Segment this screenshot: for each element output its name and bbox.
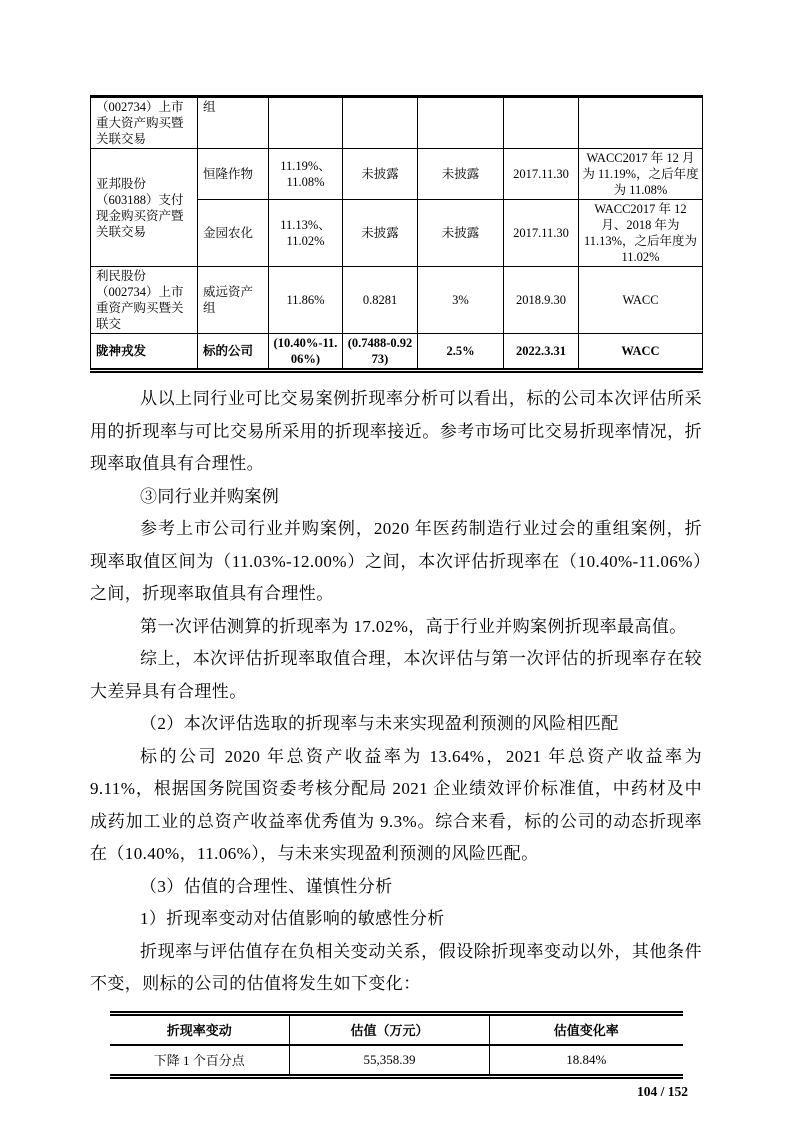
paragraph-ma-case-range: 参考上市公司行业并购案例，2020 年医药制造行业过会的重组案例，折现率取值区间为（11.03%-12.00%）之间，本次评估折现率在（10.40%-11.06%）之间，折现率取值具有合理性。 — [90, 519, 702, 603]
cell-deal-name: （002734）上市重大资产购买暨关联交易 — [91, 97, 198, 149]
cell-note: WACC — [579, 334, 703, 371]
heading-industry-ma-cases: ③同行业并购案例 — [140, 486, 280, 506]
header-valuation-change-rate: 估值变化率 — [490, 1013, 683, 1045]
cell-growth-rate: 未披露 — [418, 149, 504, 200]
cell-beta: 0.8281 — [343, 267, 418, 334]
cell-discount-rate: (10.40%-11.06%) — [269, 334, 343, 371]
table-row-limin — [91, 267, 703, 334]
heading-risk-match: （2）本次评估选取的折现率与未来实现盈利预测的风险相匹配 — [140, 714, 619, 733]
cell-growth-rate: 3% — [418, 267, 504, 334]
cell-base-date: 2022.3.31 — [504, 334, 579, 371]
cell-asset-group: 组 — [198, 97, 269, 149]
header-valuation: 估值（万元） — [290, 1013, 490, 1045]
cell-rate-change: 下降 1 个百分点 — [153, 1053, 245, 1068]
cell-empty — [343, 97, 418, 149]
cell-beta: (0.7488-0.9273) — [343, 334, 418, 371]
cell-beta: 未披露 — [343, 149, 418, 200]
cell-base-date: 2017.11.30 — [504, 149, 579, 200]
cell-note: WACC2017 年 12 月为 11.19%，之后年度为 11.08% — [579, 149, 703, 200]
paragraph-sensitivity-intro: 折现率与评估值存在负相关变动关系，假设除折现率变动以外，其他条件不变，则标的公司的估值将发生如下变化： — [90, 941, 702, 993]
cell-valuation: 55,358.39 — [290, 1045, 490, 1077]
body-text — [90, 383, 702, 1001]
cell-discount-rate: 11.19%、11.08% — [269, 149, 343, 200]
sensitivity-data-row — [110, 1045, 683, 1077]
cell-asset-group: 标的公司 — [198, 334, 269, 371]
cell-note: WACC — [579, 267, 703, 334]
cell-change-rate: 18.84% — [490, 1045, 683, 1077]
paragraph-roa-analysis: 标的公司 2020 年总资产收益率为 13.64%，2021 年总资产收益率为 9.11%，根据国务院国资委考核分配局 2021 企业绩效评价标准值，中药材及中成药加工业的总资产收益率优秀值为 9.3%。综合来看，标的公司的动态折现率在（10.40%，11.06%），与未来实现盈利预测的风险匹配。 — [90, 746, 702, 863]
paragraph-summary: 综上，本次评估折现率取值合理，本次评估与第一次评估的折现率存在较大差异具有合理性。 — [90, 649, 702, 701]
cell-empty — [579, 97, 703, 149]
paragraph-first-valuation: 第一次评估测算的折现率为 17.02%，高于行业并购案例折现率最高值。 — [140, 616, 687, 636]
cell-deal-name: 陇神戎发 — [91, 334, 198, 371]
sensitivity-table — [110, 1011, 683, 1079]
cell-empty — [504, 97, 579, 149]
heading-valuation-prudence: （3）估值的合理性、谨慎性分析 — [140, 876, 393, 896]
cell-empty — [418, 97, 504, 149]
cell-deal-name: 利民股份（002734）上市重资产购买暨关联交 — [91, 267, 198, 334]
table-row-target-company — [91, 334, 703, 371]
page-number: 104 / 152 — [636, 1083, 688, 1099]
paragraph-conclusion-comparable: 从以上同行业可比交易案例折现率分析可以看出，标的公司本次评估所采用的折现率与可比交易所采用的折现率接近。参考市场可比交易折现率情况，折现率取值具有合理性。 — [90, 389, 702, 473]
cell-note: WACC2017 年 12 月、2018 年为 11.13%，之后年度为 11.02% — [579, 200, 703, 267]
cell-asset-group: 金园农化 — [198, 200, 269, 267]
cell-asset-group: 威远资产组 — [198, 267, 269, 334]
cell-growth-rate: 2.5% — [418, 334, 504, 371]
header-discount-rate-change: 折现率变动 — [110, 1013, 290, 1045]
table-row-continuation — [91, 97, 703, 149]
cell-growth-rate: 未披露 — [418, 200, 504, 267]
comparable-transactions-table — [90, 95, 703, 373]
cell-empty — [269, 97, 343, 149]
heading-sensitivity-analysis: 1）折现率变动对估值影响的敏感性分析 — [140, 909, 445, 928]
sensitivity-header-row — [110, 1013, 683, 1045]
cell-asset-group: 恒隆作物 — [198, 149, 269, 200]
cell-beta: 未披露 — [343, 200, 418, 267]
cell-discount-rate: 11.13%、11.02% — [269, 200, 343, 267]
cell-discount-rate: 11.86% — [269, 267, 343, 334]
cell-base-date: 2018.9.30 — [504, 267, 579, 334]
cell-deal-name: 亚邦股份（603188）支付现金购买资产暨关联交易 — [91, 149, 198, 267]
cell-base-date: 2017.11.30 — [504, 200, 579, 267]
table-row-hengl — [91, 149, 703, 200]
